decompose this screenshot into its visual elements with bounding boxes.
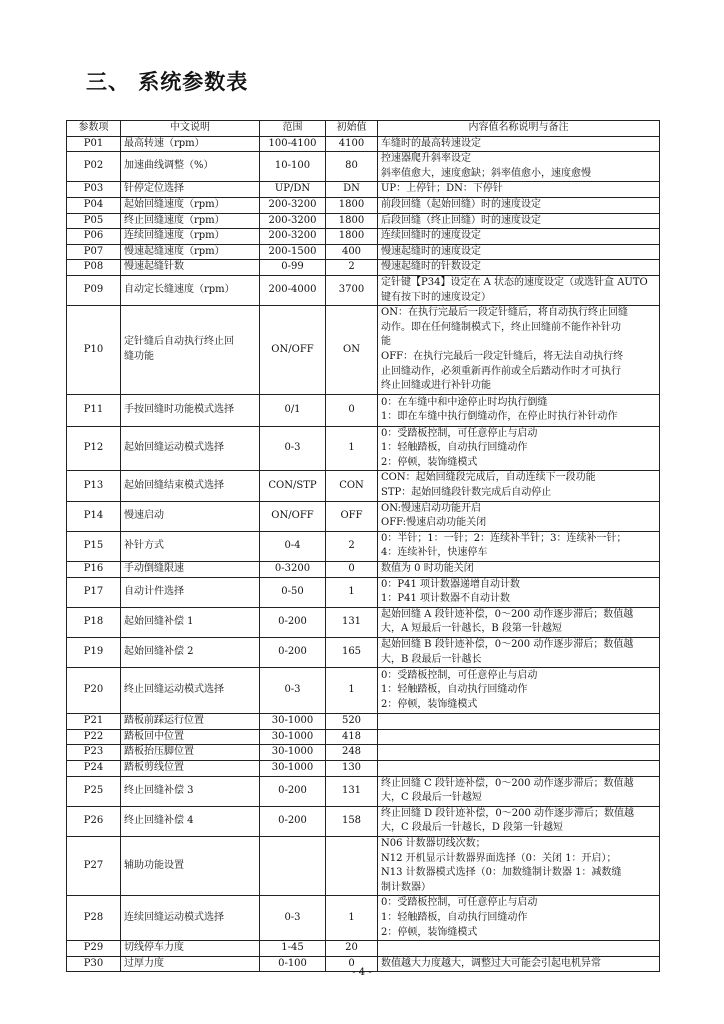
initial-value-cell: 520 — [326, 714, 378, 730]
table-row — [67, 638, 660, 668]
notes-cell: 连续回缝时的速度设定 — [378, 229, 660, 245]
description-cell: 终止回缝补偿 3 — [121, 776, 260, 806]
header-range: 范围 — [260, 121, 326, 137]
param-id-cell: P17 — [67, 577, 121, 607]
range-cell: 1-45 — [260, 941, 326, 957]
range-cell: 0-200 — [260, 607, 326, 637]
param-id-cell: P11 — [67, 394, 121, 426]
description-cell: 自动定长缝速度（rpm） — [121, 275, 260, 305]
range-cell: 0-200 — [260, 806, 326, 836]
notes-cell: 0：P41 项计数器递增自动计数 1：P41 项计数器不自动计数 — [378, 577, 660, 607]
notes-cell — [378, 714, 660, 730]
param-id-cell: P06 — [67, 229, 121, 245]
param-id-cell: P15 — [67, 531, 121, 561]
param-id-cell: P16 — [67, 562, 121, 578]
initial-value-cell: 0 — [326, 562, 378, 578]
param-id-cell: P19 — [67, 638, 121, 668]
table-row — [67, 896, 660, 941]
param-id-cell: P07 — [67, 244, 121, 260]
table-row — [67, 577, 660, 607]
notes-cell: 0：受踏板控制，可任意停止与启动 1：轻触踏板，自动执行回缝动作 2：停顿，装饰缝模式 — [378, 668, 660, 714]
notes-cell: 数值越大力度越大，调整过大可能会引起电机异常 — [378, 956, 660, 972]
notes-cell: 0：受踏板控制，可任意停止与启动 1：轻触踏板，自动执行回缝动作 2：停顿，装饰缝模式 — [378, 896, 660, 941]
description-cell: 手动倒缝限速 — [121, 562, 260, 578]
description-cell: 终止回缝补偿 4 — [121, 806, 260, 836]
table-row — [67, 275, 660, 305]
notes-cell — [378, 941, 660, 957]
description-cell: 起始回缝补偿 2 — [121, 638, 260, 668]
initial-value-cell: DN — [326, 182, 378, 198]
param-id-cell: P29 — [67, 941, 121, 957]
range-cell: 0/1 — [260, 394, 326, 426]
table-row — [67, 562, 660, 578]
initial-value-cell — [326, 836, 378, 895]
table-row — [67, 531, 660, 561]
param-id-cell: P23 — [67, 745, 121, 761]
description-cell: 自动计件选择 — [121, 577, 260, 607]
range-cell: 30-1000 — [260, 745, 326, 761]
notes-cell: N06 计数器切线次数； N12 开机显示计数器界面选择（0：关闭 1：开启）； N13 计数器模式选择（0：加数缝制计数器 1：减数缝 制计数器） — [378, 836, 660, 895]
description-cell: 手按回缝时功能模式选择 — [121, 394, 260, 426]
description-cell: 慢速启动 — [121, 501, 260, 531]
range-cell: 200-3200 — [260, 197, 326, 213]
table-row — [67, 806, 660, 836]
initial-value-cell: OFF — [326, 501, 378, 531]
param-id-cell: P01 — [67, 136, 121, 152]
table-row — [67, 136, 660, 152]
section-title: 三、 系统参数表 — [86, 70, 249, 94]
param-id-cell: P05 — [67, 213, 121, 229]
initial-value-cell: 1 — [326, 577, 378, 607]
param-id-cell: P03 — [67, 182, 121, 198]
range-cell: 200-3200 — [260, 213, 326, 229]
table-row — [67, 668, 660, 714]
range-cell: 0-4 — [260, 531, 326, 561]
notes-cell: 数值为 0 时功能关闭 — [378, 562, 660, 578]
notes-cell: UP：上停针；DN：下停针 — [378, 182, 660, 198]
range-cell: 0-200 — [260, 776, 326, 806]
table-row — [67, 394, 660, 426]
table-row — [67, 306, 660, 395]
notes-cell: 定针键【P34】设定在 A 状态的速度设定（或选针盒 AUTO 键有按下时的速度设定） — [378, 275, 660, 305]
initial-value-cell: 131 — [326, 607, 378, 637]
description-cell: 连续回缝运动模式选择 — [121, 896, 260, 941]
description-cell: 加速曲线调整（%） — [121, 152, 260, 182]
initial-value-cell: 130 — [326, 760, 378, 776]
description-cell: 踏板前踩运行位置 — [121, 714, 260, 730]
range-cell: ON/OFF — [260, 501, 326, 531]
param-id-cell: P26 — [67, 806, 121, 836]
notes-cell: 慢速起缝时的针数设定 — [378, 260, 660, 276]
initial-value-cell: 3700 — [326, 275, 378, 305]
param-id-cell: P18 — [67, 607, 121, 637]
initial-value-cell: 80 — [326, 152, 378, 182]
notes-cell: 车缝时的最高转速设定 — [378, 136, 660, 152]
table-row — [67, 760, 660, 776]
range-cell: UP/DN — [260, 182, 326, 198]
description-cell: 起始回缝运动模式选择 — [121, 426, 260, 471]
range-cell: ON/OFF — [260, 306, 326, 395]
notes-cell: 前段回缝（起始回缝）时的速度设定 — [378, 197, 660, 213]
range-cell: 0-3 — [260, 896, 326, 941]
notes-cell — [378, 760, 660, 776]
param-id-cell: P09 — [67, 275, 121, 305]
description-cell: 辅助功能设置 — [121, 836, 260, 895]
notes-cell: ON:慢速启动功能开启 OFF:慢速启动功能关闭 — [378, 501, 660, 531]
description-cell: 起始回缝速度（rpm） — [121, 197, 260, 213]
notes-cell: 起始回缝 B 段针迹补偿，0～200 动作逐步滞后；数值越 大，B 段最后一针越长 — [378, 638, 660, 668]
initial-value-cell: 131 — [326, 776, 378, 806]
param-id-cell: P24 — [67, 760, 121, 776]
description-cell: 踏板回中位置 — [121, 729, 260, 745]
initial-value-cell: 1 — [326, 426, 378, 471]
initial-value-cell: ON — [326, 306, 378, 395]
initial-value-cell: 1800 — [326, 229, 378, 245]
range-cell: 10-100 — [260, 152, 326, 182]
param-id-cell: P20 — [67, 668, 121, 714]
notes-cell: ON：在执行完最后一段定针缝后，将自动执行终止回缝 动作。即在任何缝制模式下，终止回缝前不能作补针功 能 OFF：在执行完最后一段定针缝后，将无法自动执行终 止回缝动作，必须重新再作前或全后踏动作时才可执行 终止回缝或进行补针功能 — [378, 306, 660, 395]
initial-value-cell: 1800 — [326, 213, 378, 229]
param-id-cell: P02 — [67, 152, 121, 182]
initial-value-cell: 418 — [326, 729, 378, 745]
range-cell: 0-50 — [260, 577, 326, 607]
table-row — [67, 501, 660, 531]
table-row — [67, 745, 660, 761]
range-cell: 0-100 — [260, 956, 326, 972]
description-cell: 针停定位选择 — [121, 182, 260, 198]
notes-cell: 0：在车缝中和中途停止时均执行倒缝 1：即在车缝中执行倒缝动作，在停止时执行补针动作 — [378, 394, 660, 426]
description-cell: 补针方式 — [121, 531, 260, 561]
table-row — [67, 729, 660, 745]
range-cell — [260, 836, 326, 895]
table-row — [67, 260, 660, 276]
table-row — [67, 776, 660, 806]
notes-cell: 终止回缝 D 段针迹补偿，0～200 动作逐步滞后；数值越 大，C 段最后一针越长，D 段第一针越短 — [378, 806, 660, 836]
range-cell: 0-3 — [260, 668, 326, 714]
description-cell: 起始回缝补偿 1 — [121, 607, 260, 637]
description-cell: 终止回缝速度（rpm） — [121, 213, 260, 229]
range-cell: CON/STP — [260, 471, 326, 501]
initial-value-cell: 400 — [326, 244, 378, 260]
table-row — [67, 152, 660, 182]
notes-cell — [378, 729, 660, 745]
header-initial-value: 初始值 — [326, 121, 378, 137]
header-notes: 内容值名称说明与备注 — [378, 121, 660, 137]
range-cell: 0-200 — [260, 638, 326, 668]
initial-value-cell: CON — [326, 471, 378, 501]
initial-value-cell: 4100 — [326, 136, 378, 152]
initial-value-cell: 0 — [326, 956, 378, 972]
description-cell: 起始回缝结束模式选择 — [121, 471, 260, 501]
table-row — [67, 607, 660, 637]
range-cell: 0-3 — [260, 426, 326, 471]
range-cell: 200-3200 — [260, 229, 326, 245]
initial-value-cell: 0 — [326, 394, 378, 426]
notes-cell: 0：受踏板控制，可任意停止与启动 1：轻触踏板，自动执行回缝动作 2：停顿，装饰缝模式 — [378, 426, 660, 471]
param-id-cell: P13 — [67, 471, 121, 501]
range-cell: 30-1000 — [260, 760, 326, 776]
header-description: 中文说明 — [121, 121, 260, 137]
initial-value-cell: 165 — [326, 638, 378, 668]
param-id-cell: P30 — [67, 956, 121, 972]
param-id-cell: P28 — [67, 896, 121, 941]
notes-cell: 后段回缝（终止回缝）时的速度设定 — [378, 213, 660, 229]
range-cell: 200-1500 — [260, 244, 326, 260]
description-cell: 慢速起缝速度（rpm） — [121, 244, 260, 260]
initial-value-cell: 158 — [326, 806, 378, 836]
range-cell: 100-4100 — [260, 136, 326, 152]
description-cell: 踏板剪线位置 — [121, 760, 260, 776]
range-cell: 30-1000 — [260, 729, 326, 745]
table-row — [67, 182, 660, 198]
param-id-cell: P21 — [67, 714, 121, 730]
description-cell: 切线停车力度 — [121, 941, 260, 957]
description-cell: 定针缝后自动执行终止回 缝功能 — [121, 306, 260, 395]
range-cell: 0-99 — [260, 260, 326, 276]
param-id-cell: P14 — [67, 501, 121, 531]
table-row — [67, 941, 660, 957]
page-number: - 4 - — [352, 967, 372, 978]
initial-value-cell: 1800 — [326, 197, 378, 213]
param-id-cell: P12 — [67, 426, 121, 471]
description-cell: 踏板抬压脚位置 — [121, 745, 260, 761]
table-row — [67, 229, 660, 245]
table-header-row — [67, 121, 660, 137]
param-id-cell: P04 — [67, 197, 121, 213]
notes-cell: 起始回缝 A 段针迹补偿，0～200 动作逐步滞后；数值越 大，A 短最后一针越长，B 段第一针越短 — [378, 607, 660, 637]
table-row — [67, 471, 660, 501]
initial-value-cell: 2 — [326, 531, 378, 561]
initial-value-cell: 20 — [326, 941, 378, 957]
table-row — [67, 836, 660, 895]
header-param-id: 参数项 — [67, 121, 121, 137]
table-row — [67, 714, 660, 730]
table-row — [67, 213, 660, 229]
notes-cell: CON：起始回缝段完成后，自动连续下一段功能 STP：起始回缝段针数完成后自动停止 — [378, 471, 660, 501]
range-cell: 30-1000 — [260, 714, 326, 730]
description-cell: 最高转速（rpm） — [121, 136, 260, 152]
range-cell: 200-4000 — [260, 275, 326, 305]
param-id-cell: P25 — [67, 776, 121, 806]
param-id-cell: P22 — [67, 729, 121, 745]
description-cell: 终止回缝运动模式选择 — [121, 668, 260, 714]
param-id-cell: P08 — [67, 260, 121, 276]
initial-value-cell: 1 — [326, 896, 378, 941]
description-cell: 过厚力度 — [121, 956, 260, 972]
description-cell: 慢速起缝针数 — [121, 260, 260, 276]
initial-value-cell: 248 — [326, 745, 378, 761]
notes-cell: 0：半针；1：一针；2：连续补半针；3：连续补一针； 4：连续补针，快速停车 — [378, 531, 660, 561]
notes-cell: 控速器爬升斜率设定 斜率值愈大，速度愈缺；斜率值愈小，速度愈慢 — [378, 152, 660, 182]
initial-value-cell: 2 — [326, 260, 378, 276]
parameter-table — [66, 120, 660, 972]
range-cell: 0-3200 — [260, 562, 326, 578]
notes-cell: 慢速起缝时的速度设定 — [378, 244, 660, 260]
table-row — [67, 197, 660, 213]
notes-cell — [378, 745, 660, 761]
table-row — [67, 244, 660, 260]
notes-cell: 终止回缝 C 段针迹补偿，0～200 动作逐步滞后；数值越 大，C 段最后一针越短 — [378, 776, 660, 806]
param-id-cell: P27 — [67, 836, 121, 895]
param-id-cell: P10 — [67, 306, 121, 395]
initial-value-cell: 1 — [326, 668, 378, 714]
description-cell: 连续回缝速度（rpm） — [121, 229, 260, 245]
table-row — [67, 426, 660, 471]
